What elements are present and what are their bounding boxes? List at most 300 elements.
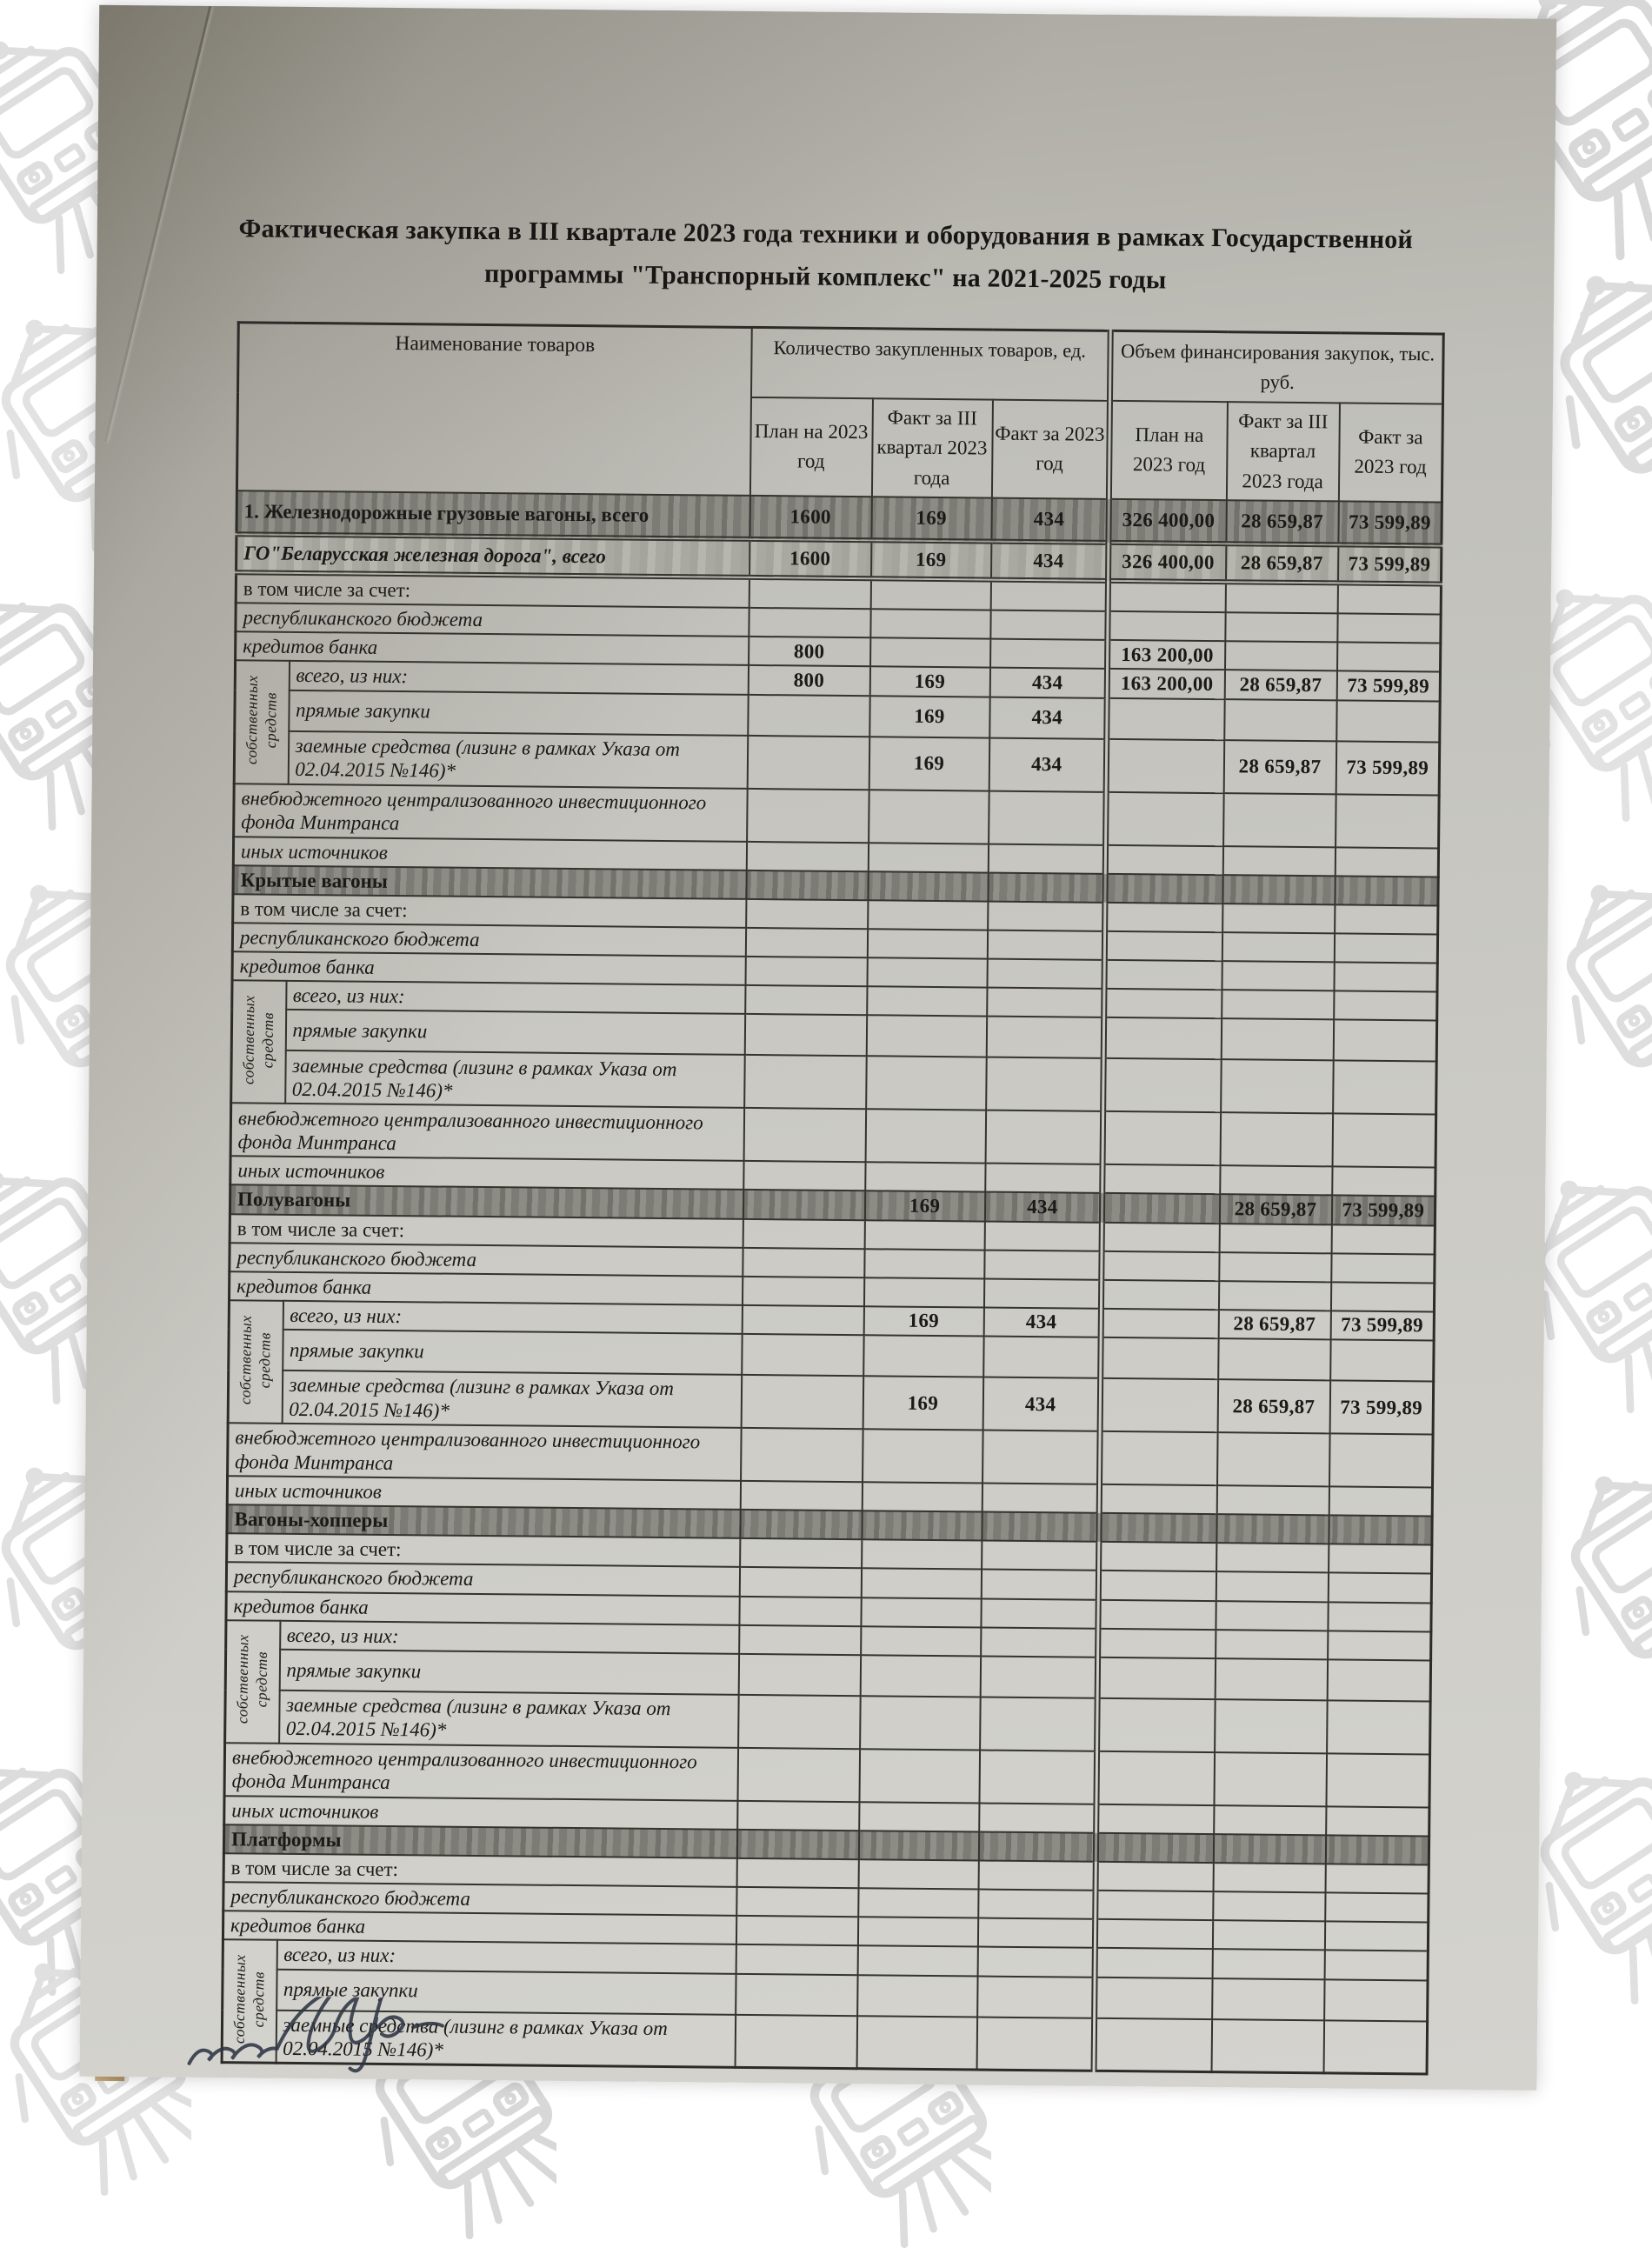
row-label: всего, из них: [280,1620,739,1653]
value-cell [1218,1338,1330,1380]
value-cell [862,1539,982,1569]
row-label: иных источников [224,1796,737,1830]
row-label: заемные средства (лизинг в рамках Указа от 02.04.2015 №146)* [279,1691,739,1748]
value-cell [1105,903,1222,932]
value-cell [1096,1891,1213,1920]
value-cell [1336,794,1440,848]
value-cell [740,1481,862,1511]
value-cell [743,1161,865,1191]
value-cell [861,1597,981,1627]
value-cell [1222,875,1335,904]
value-cell [1328,1631,1431,1660]
value-cell [868,871,988,901]
header-sub-fact-q3-qty: Факт за III квартал 2023 года [871,398,992,498]
value-cell [743,1248,864,1277]
value-cell [736,1858,858,1888]
value-cell [740,1510,862,1539]
value-cell [1102,1193,1219,1223]
row-label: в том числе за счет: [236,572,749,608]
value-cell: 326 400,00 [1109,499,1226,544]
value-cell [744,1014,866,1056]
row-label: Вагоны-хопперы [227,1504,740,1538]
value-cell [988,872,1105,902]
value-cell [1095,1977,1212,2018]
value-cell [979,1750,1097,1804]
value-cell: 73 599,89 [1330,1311,1434,1340]
row-label: заемные средства (лизинг в рамках Указа от 02.04.2015 №146)* [288,730,748,788]
value-cell [857,1917,977,1946]
value-cell [989,790,1107,844]
value-cell [867,986,987,1016]
value-cell [1328,1602,1431,1631]
value-cell [860,1655,980,1697]
value-cell [988,844,1105,873]
value-cell [858,1888,978,1918]
value-cell [1218,1281,1330,1311]
row-label: кредитов банка [226,1591,739,1625]
value-cell [863,1335,983,1377]
value-cell: 73 599,89 [1336,671,1440,701]
value-cell [1216,1485,1329,1515]
value-cell [1097,1698,1216,1752]
value-cell [1214,1805,1326,1835]
row-label: всего, из них: [276,1940,736,1973]
row-label: ГО"Беларусская железная дорога", всего [236,534,749,577]
value-cell [1222,961,1334,990]
row-label: всего, из них: [289,661,748,694]
value-cell [870,638,990,668]
value-cell [866,1015,986,1057]
value-cell [1098,1628,1216,1657]
value-cell: 163 200,00 [1107,669,1224,698]
value-cell [864,1220,984,1250]
value-cell [981,1570,1098,1599]
value-cell [987,988,1104,1017]
value-cell: 169 [869,737,989,790]
value-cell [1324,1951,1428,1980]
value-cell [1215,1699,1328,1753]
value-cell [1224,699,1336,741]
row-label: кредитов банка [232,951,745,985]
value-cell: 169 [869,696,989,737]
row-label: всего, из них: [283,1301,742,1334]
value-cell [980,1697,1098,1751]
value-cell [859,1749,980,1803]
value-cell [1101,1309,1218,1338]
train-icon [1543,1444,1652,1722]
value-cell [1107,697,1224,739]
value-cell [1337,583,1441,614]
value-cell [745,928,867,957]
value-cell [743,1190,864,1219]
row-label: республиканского бюджета [236,603,749,637]
row-label: иных источников [230,1156,743,1190]
value-cell [1096,1804,1214,1834]
paper-sheet [79,5,1556,2091]
value-cell [1103,1058,1222,1112]
own-funds-vertical-label: собственных средств [230,1954,268,2044]
value-cell [986,1017,1103,1058]
value-cell [1222,904,1335,933]
row-label: внебюджетного централизованного инвестиционного фонда Минтранса [234,784,748,842]
own-funds-cell [228,1300,283,1424]
value-cell [736,1916,857,1945]
value-cell: 73 599,89 [1336,741,1440,795]
value-cell: 28 659,87 [1217,1379,1330,1433]
value-cell [1102,1222,1219,1251]
value-cell: 163 200,00 [1108,640,1225,670]
row-label: Платформы [223,1824,736,1858]
value-cell [984,1221,1102,1251]
value-cell [745,957,867,986]
value-cell [739,1624,861,1654]
value-cell [1211,2019,1324,2073]
row-label: республиканского бюджета [232,923,745,957]
value-cell [978,1831,1096,1861]
value-cell: 28 659,87 [1218,1310,1330,1339]
document-title-line2: программы "Транспорный комплекс" на 2021-2025 годы [483,258,1167,295]
value-cell [868,900,988,930]
value-cell: 169 [863,1376,983,1430]
value-cell [978,1861,1096,1891]
value-cell [1101,1280,1218,1310]
value-cell: 73 599,89 [1331,1196,1435,1225]
value-cell: 434 [983,1377,1101,1431]
value-cell [866,1056,987,1110]
value-cell [1102,1164,1220,1194]
value-cell: 73 599,89 [1338,544,1442,584]
value-cell [1326,1753,1430,1807]
value-cell [1106,791,1224,845]
row-label: в том числе за счет: [223,1853,736,1887]
value-cell [746,899,868,929]
row-label: прямые закупки [285,1010,744,1055]
value-cell [748,694,869,736]
value-cell [1225,641,1337,670]
value-cell [865,1109,986,1163]
value-cell [982,1512,1099,1542]
value-cell [737,1748,860,1802]
row-label: прямые закупки [279,1650,738,1695]
value-cell [1324,1979,1428,2021]
row-label: республиканского бюджета [223,1882,736,1916]
value-cell [983,1337,1101,1378]
value-cell: 73 599,89 [1338,501,1442,545]
value-cell [1105,873,1222,903]
row-label: заемные средства (лизинг в рамках Указа от 02.04.2015 №146)* [276,2010,736,2067]
value-cell [990,580,1108,611]
value-cell [746,841,868,870]
header-qty-group: Количество закупленных товаров, ед. [750,327,1110,400]
value-cell [1099,1542,1216,1571]
document-title [97,207,1555,305]
value-cell [990,639,1108,669]
value-cell [1213,1863,1325,1892]
value-cell [857,1946,977,1976]
value-cell [1096,1862,1213,1891]
value-cell [1221,1018,1333,1060]
value-cell [746,870,868,900]
value-cell [982,1484,1099,1513]
value-cell [736,1973,857,2015]
value-cell [1212,1978,1324,2020]
value-cell [1217,1432,1330,1486]
value-cell [870,578,990,610]
row-label: заемные средства (лизинг в рамках Указа от 02.04.2015 №146)* [285,1050,745,1108]
value-cell [864,1249,984,1278]
value-cell [1327,1700,1431,1754]
value-cell [1332,1114,1436,1168]
value-cell [1220,1112,1333,1166]
value-cell: 28 659,87 [1224,670,1336,700]
value-cell [1333,1061,1437,1115]
value-cell [985,1110,1103,1164]
value-cell [737,1801,859,1831]
value-cell [1095,1948,1212,1978]
value-cell [739,1567,861,1597]
value-cell [1219,1252,1331,1282]
header-sub-plan-qty: План на 2023 год [749,397,872,497]
value-cell [862,1482,982,1511]
procurement-table [221,321,1445,2075]
value-cell [977,1976,1095,2018]
value-cell: 169 [870,540,990,579]
row-label: прямые закупки [283,1330,742,1375]
value-cell [742,1305,863,1335]
row-label: республиканского бюджета [230,1243,743,1277]
row-label: кредитов банка [229,1271,742,1305]
value-cell [1222,932,1334,962]
value-cell [862,1511,982,1540]
value-cell: 1600 [749,539,871,578]
value-cell: 169 [864,1191,984,1221]
value-cell [987,959,1104,989]
value-cell [1330,1282,1434,1311]
value-cell [1213,1891,1325,1921]
value-cell [983,1431,1101,1484]
value-cell [1330,1339,1434,1381]
value-cell [743,1108,866,1162]
value-cell [1329,1515,1432,1544]
value-cell: 800 [749,637,870,666]
value-cell [1216,1571,1328,1601]
value-cell [742,1334,863,1376]
value-cell [1212,1949,1324,1978]
header-sub-fact-q3-money: Факт за III квартал 2023 года [1226,402,1339,502]
value-cell [1334,933,1437,963]
value-cell [735,2014,857,2068]
value-cell [1219,1224,1331,1253]
value-cell [749,608,870,637]
value-cell [1336,700,1440,742]
value-cell [1098,1599,1216,1629]
value-cell: 28 659,87 [1219,1195,1331,1224]
row-label: заемные средства (лизинг в рамках Указа от 02.04.2015 №146)* [282,1371,742,1428]
value-cell [861,1569,981,1598]
value-cell [1223,793,1336,847]
value-cell [978,1890,1096,1919]
value-cell [979,1803,1096,1832]
value-cell [1106,738,1224,792]
value-cell [1325,1864,1429,1893]
value-cell [1215,1658,1327,1700]
value-cell: 434 [989,737,1107,791]
value-cell: 169 [863,1306,983,1336]
value-cell [1094,2018,1212,2071]
value-cell [867,957,987,987]
value-cell [863,1429,983,1483]
value-cell [1323,2020,1428,2074]
value-cell [1216,1630,1328,1659]
value-cell [977,1947,1095,1977]
value-cell [1335,904,1438,934]
value-cell [870,609,990,638]
own-funds-vertical-label: собственных средств [233,1634,270,1724]
value-cell [990,610,1108,640]
value-cell [1337,643,1441,672]
value-cell [1334,991,1437,1021]
value-cell [1098,1571,1216,1600]
row-label: иных источников [227,1476,740,1510]
value-cell [1333,1020,1436,1062]
value-cell [749,577,870,609]
value-cell [1105,844,1222,874]
value-cell: 73 599,89 [1329,1380,1434,1434]
value-cell [1335,847,1438,877]
value-cell [738,1654,860,1696]
row-label: кредитов банка [223,1911,736,1944]
value-cell [1102,1251,1219,1280]
value-cell [741,1428,863,1482]
value-cell [741,1375,863,1429]
value-cell [1103,1017,1221,1059]
value-cell [747,788,869,842]
value-cell [1324,1922,1428,1951]
row-label: всего, из них: [286,981,745,1014]
value-cell [861,1626,981,1656]
train-icon [1539,852,1652,1130]
value-cell [981,1627,1098,1657]
own-funds-vertical-label: собственных средств [236,1314,274,1404]
value-cell [738,1695,861,1749]
header-name-col: Наименование товаров [236,323,751,496]
value-cell [1225,612,1337,642]
value-cell: 434 [991,498,1109,543]
value-cell [865,1162,985,1191]
value-cell [1331,1253,1435,1283]
value-cell [1329,1433,1434,1487]
value-cell [1329,1544,1432,1574]
value-cell [1096,1833,1213,1863]
value-cell [986,1057,1104,1111]
value-cell [984,1250,1102,1279]
value-cell: 169 [871,497,991,541]
value-cell: 434 [990,542,1108,581]
value-cell [1222,846,1335,876]
value-cell [1104,989,1222,1018]
value-cell [1329,1486,1432,1516]
own-funds-vertical-label: собственных средств [242,675,280,765]
value-cell [857,1975,977,2017]
row-label: кредитов банка [236,631,749,665]
header-sub-fact-year-qty: Факт за 2023 год [991,399,1109,499]
value-cell: 28 659,87 [1226,500,1338,544]
value-cell: 28 659,87 [1223,740,1336,794]
value-cell [867,929,987,958]
value-cell [981,1598,1098,1628]
row-label: в том числе за счет: [227,1533,740,1567]
value-cell [1214,1752,1327,1806]
value-cell [745,985,867,1015]
value-cell [868,843,988,872]
value-cell [983,1278,1101,1308]
value-cell [1325,1892,1429,1922]
value-cell [736,1887,858,1917]
value-cell [980,1656,1097,1697]
value-cell [1099,1513,1216,1543]
row-label: внебюджетного централизованного инвестиционного фонда Минтранса [228,1423,742,1481]
value-cell [1334,962,1437,991]
value-cell [1102,1111,1221,1165]
value-cell [1213,1834,1325,1864]
value-cell: 1600 [749,496,871,540]
value-cell [985,1164,1102,1193]
row-label: республиканского бюджета [226,1563,739,1597]
signature [177,1996,664,2087]
value-cell [977,1918,1095,1948]
value-cell [747,735,869,789]
value-cell: 434 [984,1192,1102,1222]
row-label: прямые закупки [289,690,748,735]
value-cell [1097,1657,1215,1699]
value-cell [982,1541,1099,1571]
own-funds-cell [234,661,289,784]
value-cell [742,1277,863,1306]
value-cell [976,2017,1095,2071]
value-cell: 434 [989,697,1107,738]
value-cell [1221,1059,1334,1113]
value-cell [1099,1484,1216,1514]
value-cell [863,1277,983,1307]
value-cell [736,1944,857,1974]
header-sub-plan-money: План на 2023 год [1109,400,1227,500]
value-cell [1216,1514,1329,1544]
value-cell [1328,1573,1431,1603]
row-label: прямые закупки [276,1969,736,2014]
row-label: Крытые вагоны [233,865,746,899]
value-cell [1101,1337,1218,1379]
value-cell [1104,960,1222,990]
value-cell [744,1055,867,1109]
value-cell [1326,1806,1429,1836]
value-cell: 28 659,87 [1226,544,1338,583]
value-cell [1100,1431,1218,1485]
value-cell [987,930,1104,959]
value-cell: 434 [983,1307,1101,1337]
value-cell [1332,1167,1436,1197]
value-cell [858,1859,978,1889]
value-cell: 434 [989,668,1107,697]
document-title-line1: Фактическая закупка в III квартале 2023 года техники и оборудования в рамках Государственной [238,214,1414,255]
value-cell [1327,1659,1430,1701]
value-cell [736,1830,858,1859]
value-cell [869,790,989,844]
value-cell [858,1831,978,1860]
value-cell [1104,931,1222,961]
value-cell [739,1596,861,1625]
row-label: в том числе за счет: [230,1214,743,1248]
value-cell [1337,614,1441,644]
